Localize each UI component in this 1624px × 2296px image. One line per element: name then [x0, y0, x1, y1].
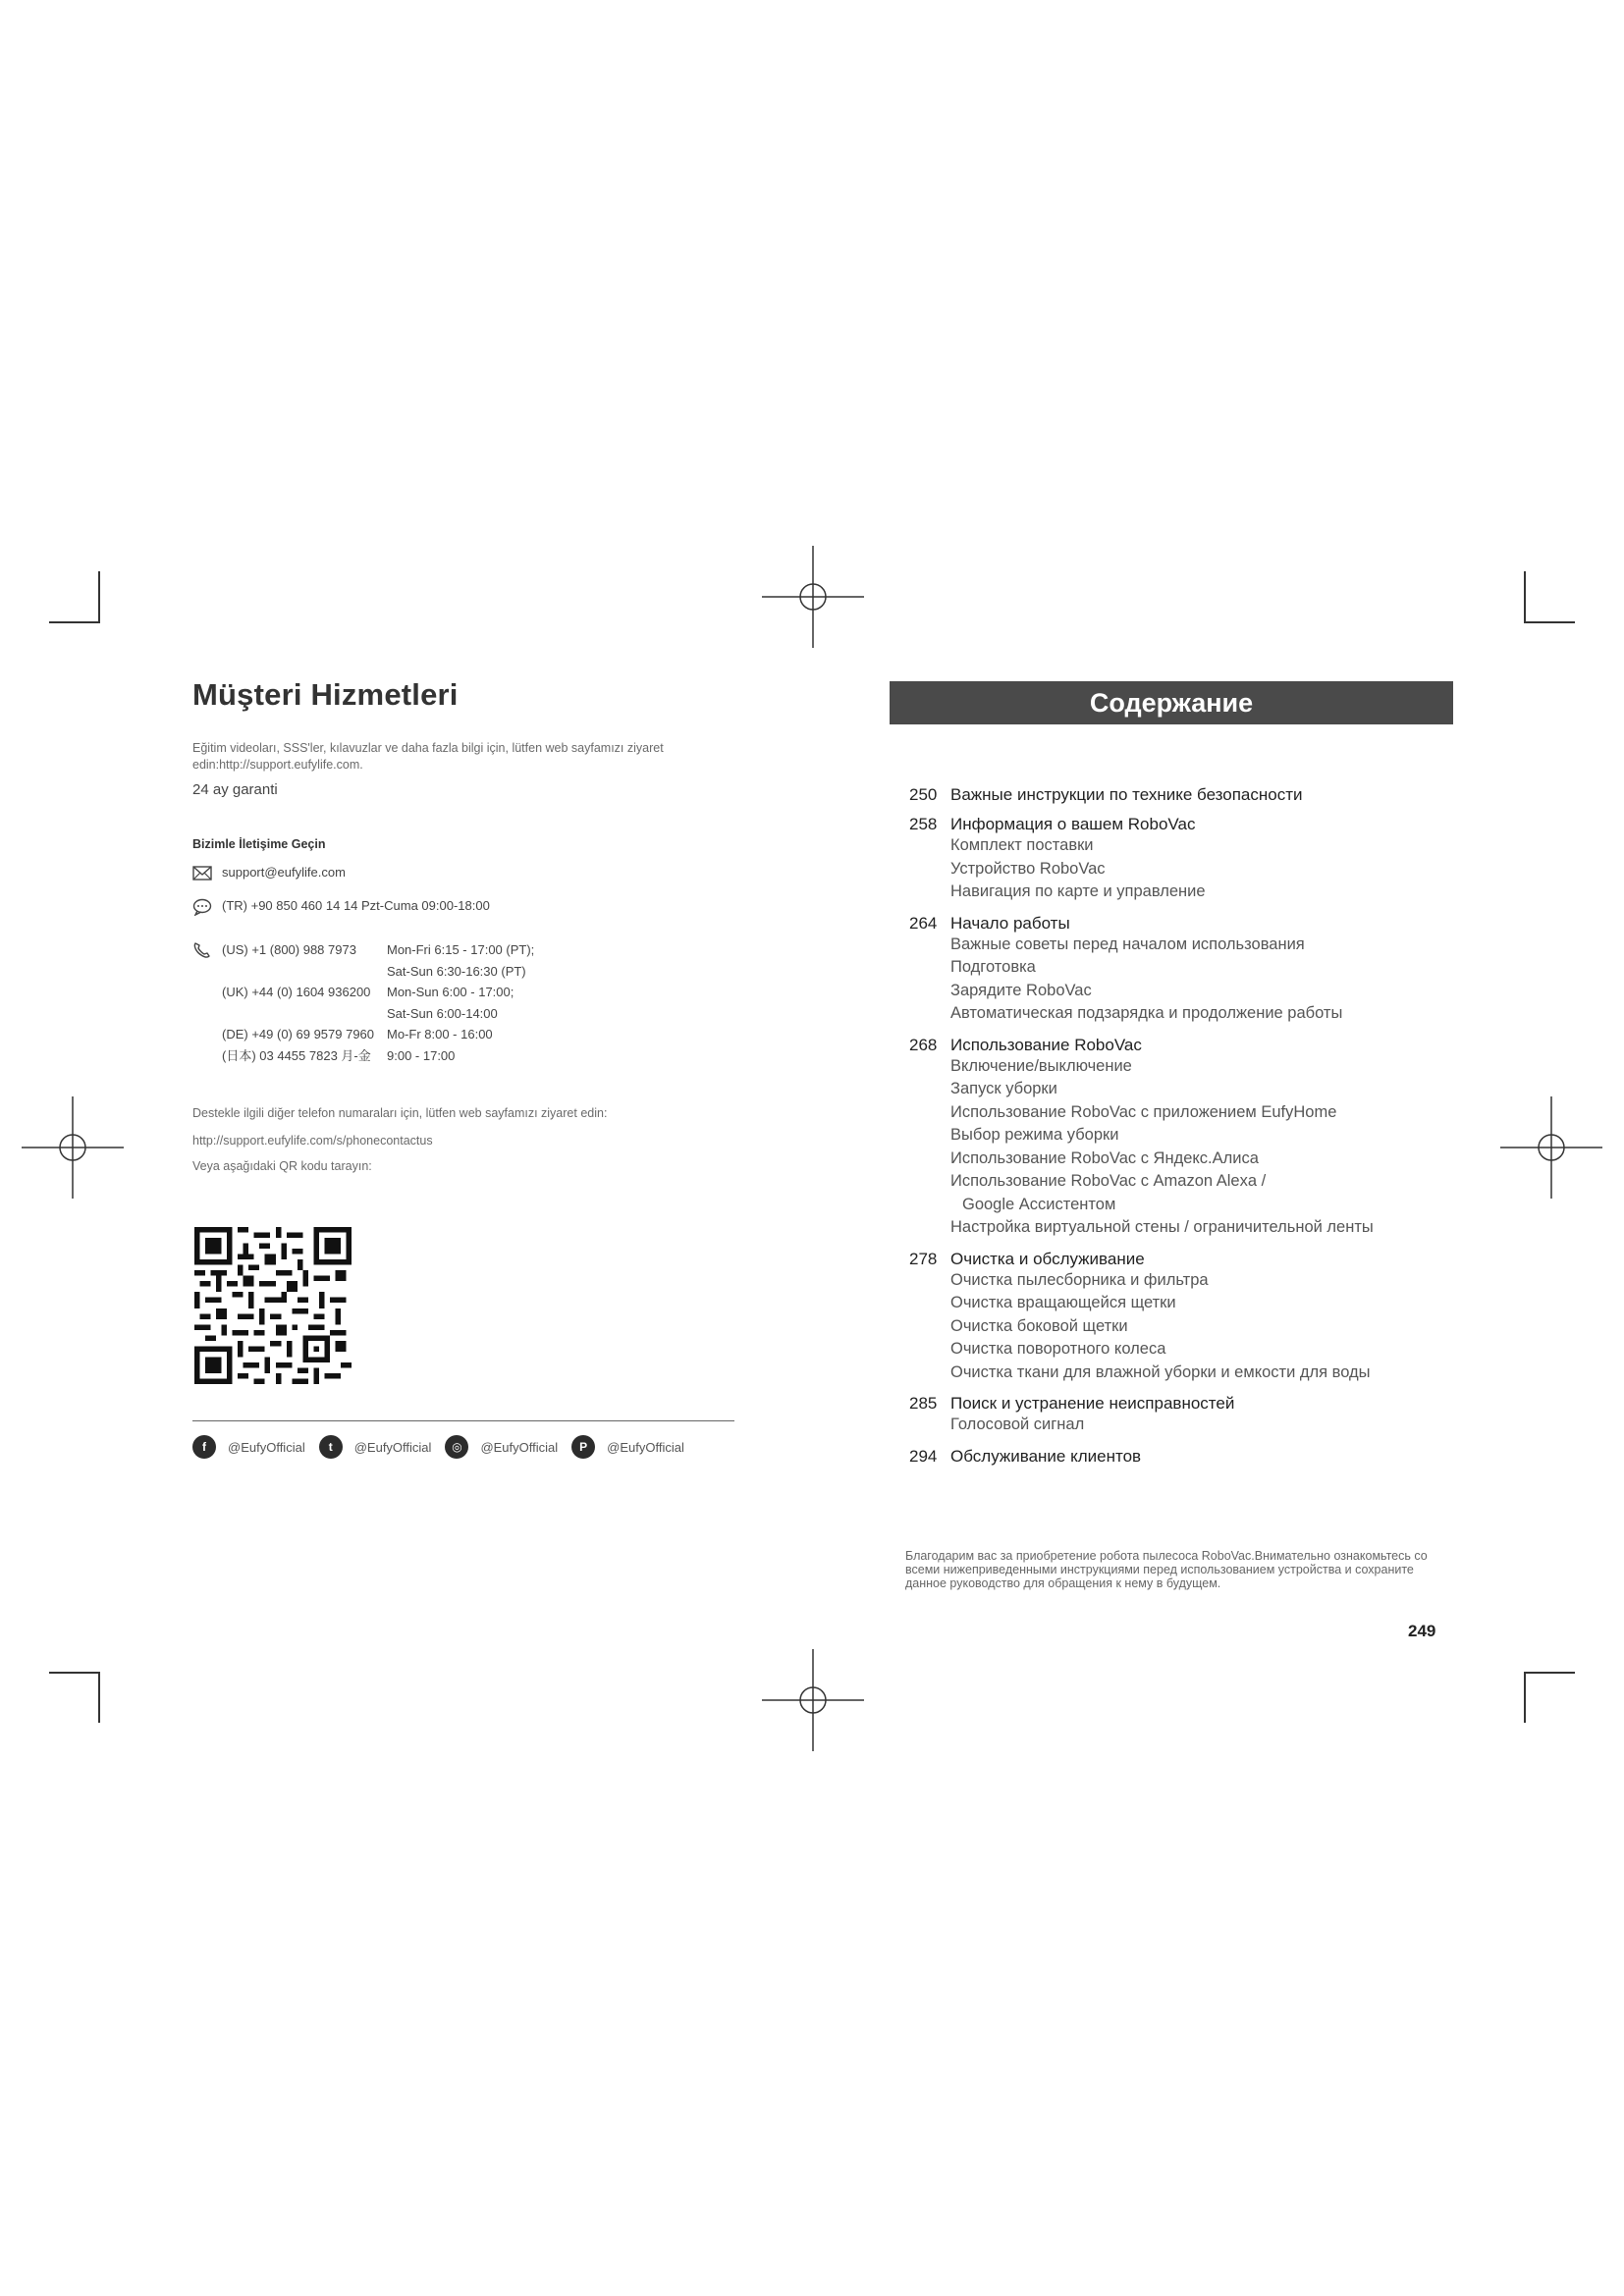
toc-section[interactable] — [909, 914, 1459, 934]
chat-line: (TR) +90 850 460 14 14 Pzt-Cuma 09:00-18:00 — [222, 898, 490, 913]
intro-footnote: Благодарим вас за приобретение робота пылесоса RoboVac.Внимательно ознакомьтесь со всеми нижеприведенными инструкциями перед использованием устройства и сохраните данное руководство для обращения к нему в будущем. — [905, 1549, 1428, 1590]
phone-line — [222, 1024, 534, 1045]
phone-block — [192, 939, 734, 1066]
phone-number[interactable]: (UK) +44 (0) 1604 936200 — [222, 985, 371, 999]
chat-icon — [192, 898, 212, 916]
social-handle: @EufyOfficial — [228, 1439, 305, 1455]
crop-mark — [1524, 1672, 1526, 1723]
toc-section[interactable] — [909, 1394, 1459, 1414]
divider — [192, 1420, 734, 1421]
social-handle: @EufyOfficial — [353, 1439, 432, 1455]
toc-item[interactable]: Использование RoboVac с приложением EufyHome — [950, 1102, 1337, 1121]
crop-mark — [1524, 1672, 1575, 1674]
page-number: 249 — [1408, 1622, 1436, 1640]
support-email[interactable]: support@eufylife.com — [222, 865, 346, 880]
toc-section-title: Использование RoboVac — [950, 1035, 1142, 1054]
crop-mark — [1524, 571, 1526, 622]
table-of-contents — [909, 785, 1459, 1467]
phone-number — [222, 961, 387, 983]
social-links — [192, 1435, 684, 1459]
crop-mark — [98, 1672, 100, 1723]
mail-icon — [192, 865, 212, 882]
toc-item[interactable]: Очистка вращающейся щетки — [950, 1294, 1176, 1311]
page-title: Müşteri Hizmetleri — [192, 677, 459, 712]
customer-service-page — [192, 677, 734, 1173]
toc-item[interactable]: Зарядите RoboVac — [950, 981, 1092, 999]
toc-item[interactable]: Очистка пылесборника и фильтра — [950, 1270, 1209, 1289]
toc-section[interactable] — [909, 815, 1459, 834]
toc-item[interactable]: Важные советы перед началом использования — [950, 934, 1305, 953]
qr-code — [194, 1227, 352, 1384]
contents-title: Содержание — [890, 681, 1453, 724]
toc-page-number: 294 — [909, 1446, 938, 1466]
phone-hours: 9:00 - 17:00 — [387, 1047, 456, 1063]
toc-item[interactable]: Комплект поставки — [950, 836, 1094, 854]
facebook-icon: f — [192, 1435, 216, 1459]
support-url[interactable]: http://support.eufylife.com/s/phonecontactus — [192, 1134, 433, 1148]
toc-section[interactable] — [909, 1250, 1459, 1269]
social-link-facebook[interactable] — [192, 1435, 305, 1459]
phone-line — [222, 1003, 534, 1025]
phone-hours: Sat-Sun 6:00-14:00 — [387, 1005, 498, 1021]
social-link-pinterest[interactable] — [571, 1435, 684, 1459]
crop-mark — [49, 1672, 100, 1674]
registration-mark — [762, 1649, 864, 1751]
toc-item[interactable]: Выбор режима уборки — [950, 1126, 1119, 1144]
crop-mark — [1524, 621, 1575, 623]
chat-row — [192, 898, 734, 916]
toc-section-title: Поиск и устранение неисправностей — [950, 1394, 1235, 1413]
phone-hours: Mo-Fr 8:00 - 16:00 — [387, 1027, 493, 1041]
phone-hours: Mon-Fri 6:15 - 17:00 (PT); — [387, 942, 535, 957]
toc-section-title: Очистка и обслуживание — [950, 1249, 1145, 1268]
phone-hours: Sat-Sun 6:30-16:30 (PT) — [387, 963, 526, 979]
phone-number — [222, 1003, 387, 1025]
toc-item[interactable]: Очистка поворотного колеса — [950, 1340, 1166, 1358]
phone-line — [222, 939, 534, 961]
toc-section[interactable] — [909, 785, 1459, 805]
phone-line — [222, 982, 534, 1003]
toc-item[interactable]: Использование RoboVac с Яндекс.Алиса — [950, 1148, 1259, 1167]
instagram-icon: ◎ — [445, 1435, 468, 1459]
support-text: Destekle ilgili diğer telefon numaraları için, lütfen web sayfamızı ziyaret edin: — [192, 1106, 608, 1120]
toc-section[interactable] — [909, 1036, 1459, 1055]
toc-section-title: Начало работы — [950, 913, 1070, 933]
pinterest-icon: P — [571, 1435, 595, 1459]
phone-number[interactable]: (US) +1 (800) 988 7973 — [222, 942, 356, 957]
phone-number[interactable]: (DE) +49 (0) 69 9579 7960 — [222, 1027, 375, 1041]
qr-instructions: Veya aşağıdaki QR kodu tarayın: — [192, 1159, 372, 1173]
phone-icon — [192, 941, 212, 959]
toc-item[interactable]: Очистка ткани для влажной уборки и емкости для воды — [950, 1362, 1371, 1381]
toc-section[interactable] — [909, 1447, 1459, 1467]
phone-line — [222, 1045, 534, 1067]
toc-item[interactable]: Настройка виртуальной стены / ограничительной ленты — [950, 1218, 1374, 1236]
toc-item[interactable]: Очистка боковой щетки — [950, 1316, 1128, 1335]
registration-mark — [1500, 1096, 1602, 1199]
toc-item[interactable]: Включение/выключение — [950, 1056, 1132, 1075]
crop-mark — [98, 571, 100, 622]
social-link-twitter[interactable] — [319, 1435, 432, 1459]
toc-item[interactable]: Подготовка — [950, 958, 1036, 976]
registration-mark — [22, 1096, 124, 1199]
toc-item[interactable]: Устройство RoboVac — [950, 859, 1106, 878]
toc-section-title: Важные инструкции по технике безопасности — [950, 785, 1303, 804]
toc-section-title: Обслуживание клиентов — [950, 1446, 1142, 1466]
toc-page-number: 258 — [909, 815, 938, 833]
crop-mark — [49, 621, 100, 623]
warranty-text: 24 ay garanti — [192, 781, 278, 798]
registration-mark — [762, 546, 864, 648]
toc-item[interactable]: Голосовой сигнал — [950, 1415, 1085, 1433]
toc-page-number: 250 — [909, 785, 938, 804]
phone-hours: Mon-Sun 6:00 - 17:00; — [387, 985, 514, 999]
email-row — [192, 865, 734, 882]
phone-list — [222, 939, 534, 1066]
intro-text: Eğitim videoları, SSS'ler, kılavuzlar ve daha fazla bilgi için, lütfen web sayfamızı ziyaret edin:http://support.eufylife.com. — [192, 741, 664, 772]
contact-heading: Bizimle İletişime Geçin — [192, 837, 326, 851]
toc-item[interactable]: Использование RoboVac с Amazon Alexa / — [950, 1172, 1267, 1190]
toc-page-number: 268 — [909, 1035, 938, 1054]
toc-item[interactable]: Запуск уборки — [950, 1080, 1057, 1097]
social-link-instagram[interactable] — [445, 1435, 558, 1459]
twitter-icon: t — [319, 1435, 343, 1459]
toc-page-number: 285 — [909, 1394, 938, 1413]
toc-item[interactable]: Автоматическая подзарядка и продолжение работы — [950, 1004, 1343, 1022]
phone-number[interactable]: (日本) 03 4455 7823 月-金 — [222, 1047, 371, 1063]
social-handle: @EufyOfficial — [480, 1439, 559, 1455]
toc-item[interactable]: Google Ассистентом — [962, 1195, 1116, 1213]
toc-section-title: Информация о вашем RoboVac — [950, 815, 1196, 833]
phone-line — [222, 961, 534, 983]
toc-item[interactable]: Навигация по карте и управление — [950, 882, 1206, 900]
social-handle: @EufyOfficial — [607, 1439, 684, 1455]
toc-page-number: 264 — [909, 913, 938, 933]
toc-page-number: 278 — [909, 1249, 938, 1268]
